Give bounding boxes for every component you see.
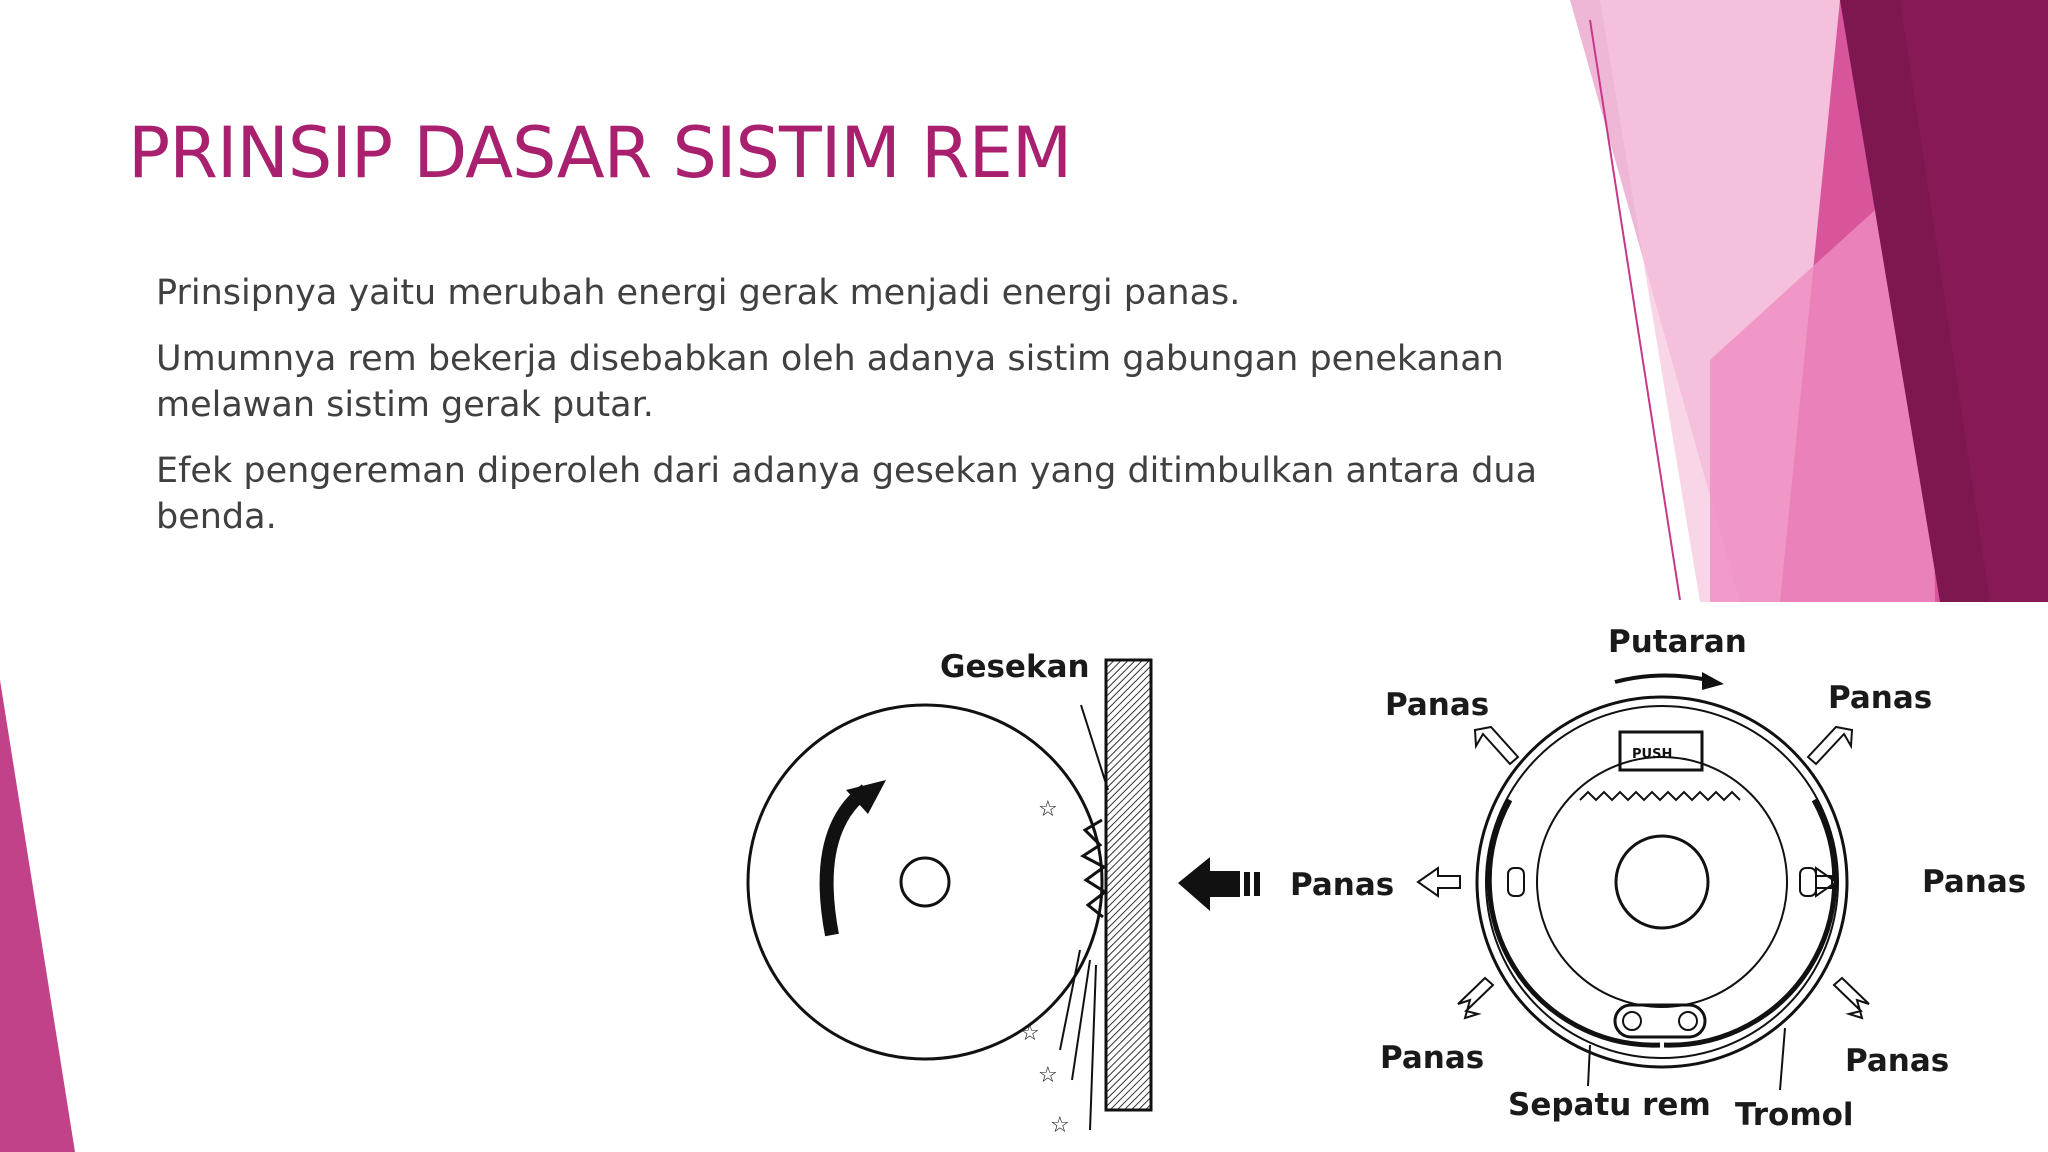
wheel-hub — [901, 858, 949, 906]
svg-text:☆: ☆ — [1038, 1063, 1058, 1088]
anchor-pin — [1615, 1005, 1705, 1037]
gesekan-label: Gesekan — [940, 649, 1090, 685]
friction-block — [1106, 660, 1151, 1110]
svg-text:☆: ☆ — [1020, 1021, 1040, 1046]
heat-arrow-icon — [1808, 727, 1852, 764]
panas-label-left: Panas — [1290, 867, 1395, 903]
heat-arrow-icon — [1458, 978, 1493, 1018]
friction-figure — [748, 649, 1394, 1138]
svg-text:☆: ☆ — [1050, 1113, 1070, 1138]
panas-label-top-right: Panas — [1828, 680, 1933, 716]
heat-arrow-icon — [1834, 978, 1869, 1018]
heat-arrow-icon — [1418, 868, 1460, 896]
return-spring — [1580, 792, 1740, 800]
rotation-direction-icon — [1615, 675, 1708, 682]
bullet-list — [156, 270, 1636, 560]
drum-hub — [1616, 836, 1708, 928]
putaran-label: Putaran — [1608, 624, 1747, 660]
panas-label-top-left: Panas — [1385, 687, 1490, 723]
panas-label-bottom-right: Panas — [1845, 1043, 1950, 1079]
brake-diagram — [700, 600, 2040, 1152]
bullet-item: Prinsipnya yaitu merubah energi gerak menjadi energi panas. — [156, 273, 1241, 313]
tromol-label: Tromol — [1735, 1097, 1854, 1133]
heat-arrow-icon — [1475, 727, 1518, 764]
rotation-arrow-icon — [827, 790, 866, 935]
panas-label-right: Panas — [1922, 864, 2027, 900]
push-label: PUSH — [1632, 747, 1673, 762]
svg-text:☆: ☆ — [1038, 797, 1058, 822]
slide-title: PRINSIP DASAR SISTIM REM — [128, 112, 1072, 194]
panas-label-bottom-left: Panas — [1380, 1040, 1485, 1076]
brake-shoe — [1489, 800, 1660, 1045]
sepatu-rem-label: Sepatu rem — [1508, 1087, 1711, 1123]
heat-arrow-icon — [1178, 857, 1240, 911]
drum-brake-figure — [1380, 624, 2026, 1133]
bullet-item: Efek pengereman diperoleh dari adanya gesekan yang ditimbulkan antara dua benda. — [156, 451, 1538, 537]
rotating-wheel — [748, 705, 1102, 1059]
bullet-item: Umumnya rem bekerja disebabkan oleh adanya sistim gabungan penekanan melawan sistim gerak putar. — [156, 339, 1504, 425]
